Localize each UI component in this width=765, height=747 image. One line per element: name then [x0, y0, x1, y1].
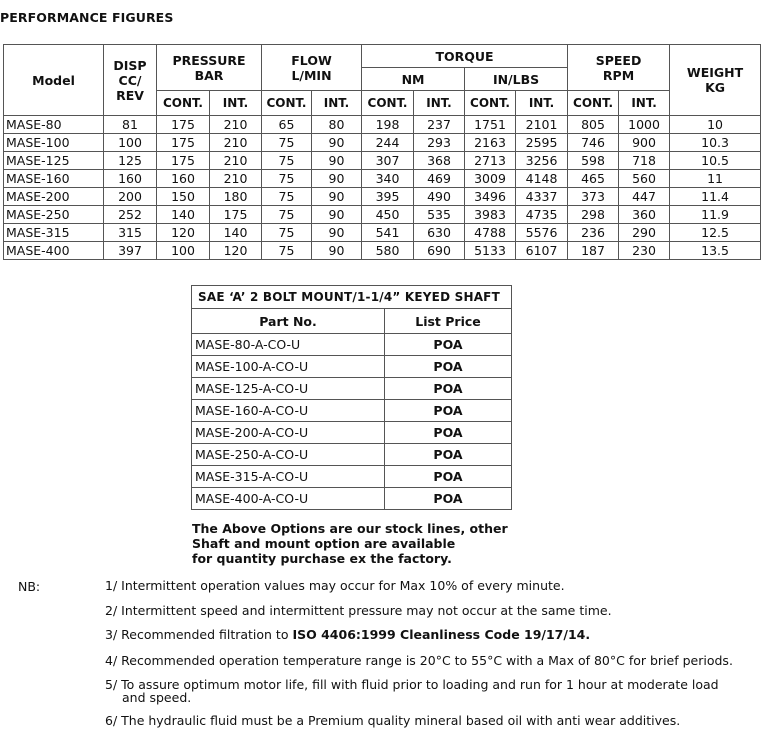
cell-s-cont: 746: [568, 134, 619, 152]
table-row: [192, 466, 512, 488]
table-row: [4, 206, 761, 224]
cell-nm-cont: 450: [362, 206, 414, 224]
cell-nm-cont: 198: [362, 116, 414, 134]
cell-in-cont: 4788: [465, 224, 516, 242]
header-flow-cont: CONT.: [262, 91, 312, 116]
cell-part-no: MASE-400-A-CO-U: [192, 488, 385, 510]
cell-in-int: 4735: [516, 206, 568, 224]
cell-s-cont: 373: [568, 188, 619, 206]
cell-disp: 125: [104, 152, 157, 170]
cell-f-cont: 75: [262, 134, 312, 152]
cell-p-int: 210: [210, 134, 262, 152]
cell-part-no: MASE-315-A-CO-U: [192, 466, 385, 488]
cell-in-cont: 3983: [465, 206, 516, 224]
cell-nm-cont: 541: [362, 224, 414, 242]
cell-list-price: POA: [385, 488, 512, 510]
cell-f-cont: 75: [262, 170, 312, 188]
cell-f-cont: 75: [262, 242, 312, 260]
table-row: [4, 170, 761, 188]
cell-f-cont: 75: [262, 224, 312, 242]
note-1: 1/ Intermittent operation values may occur for Max 10% of every minute.: [105, 578, 565, 593]
table-row: [192, 356, 512, 378]
cell-f-int: 90: [312, 242, 362, 260]
header-model: Model: [4, 45, 104, 116]
header-weight: WEIGHT KG: [670, 45, 761, 116]
cell-weight: 12.5: [670, 224, 761, 242]
cell-weight: 11.4: [670, 188, 761, 206]
cell-disp: 81: [104, 116, 157, 134]
note-2: 2/ Intermittent speed and intermittent pressure may not occur at the same time.: [105, 603, 612, 618]
cell-p-int: 120: [210, 242, 262, 260]
cell-part-no: MASE-160-A-CO-U: [192, 400, 385, 422]
cell-p-cont: 120: [157, 224, 210, 242]
cell-f-cont: 65: [262, 116, 312, 134]
cell-weight: 10: [670, 116, 761, 134]
cell-f-int: 90: [312, 152, 362, 170]
cell-in-int: 6107: [516, 242, 568, 260]
cell-f-cont: 75: [262, 206, 312, 224]
table-row: [192, 400, 512, 422]
cell-s-cont: 805: [568, 116, 619, 134]
parts-table-body: [192, 334, 512, 510]
cell-p-cont: 175: [157, 152, 210, 170]
cell-disp: 200: [104, 188, 157, 206]
cell-p-int: 210: [210, 170, 262, 188]
header-inlbs-cont: CONT.: [465, 91, 516, 116]
cell-part-no: MASE-80-A-CO-U: [192, 334, 385, 356]
note-6: 6/ The hydraulic fluid must be a Premium quality mineral based oil with anti wear additives.: [105, 713, 681, 728]
cell-s-int: 1000: [619, 116, 670, 134]
cell-part-no: MASE-125-A-CO-U: [192, 378, 385, 400]
cell-p-cont: 175: [157, 116, 210, 134]
header-part-no: Part No.: [192, 309, 385, 334]
cell-disp: 252: [104, 206, 157, 224]
cell-s-cont: 236: [568, 224, 619, 242]
header-torque: TORQUE: [362, 45, 568, 68]
cell-in-cont: 3009: [465, 170, 516, 188]
cell-nm-int: 535: [414, 206, 465, 224]
cell-weight: 10.3: [670, 134, 761, 152]
note-3: 3/ Recommended filtration to ISO 4406:1999 Cleanliness Code 19/17/14.: [105, 627, 591, 642]
cell-part-no: MASE-100-A-CO-U: [192, 356, 385, 378]
cell-p-int: 210: [210, 116, 262, 134]
table-row: [192, 444, 512, 466]
note-5: 5/ To assure optimum motor life, fill with fluid prior to loading and run for 1 hour at moderate load and speed.: [105, 677, 719, 705]
cell-s-int: 447: [619, 188, 670, 206]
cell-nm-int: 630: [414, 224, 465, 242]
cell-weight: 11: [670, 170, 761, 188]
cell-in-cont: 1751: [465, 116, 516, 134]
cell-s-cont: 187: [568, 242, 619, 260]
cell-list-price: POA: [385, 400, 512, 422]
cell-nm-int: 293: [414, 134, 465, 152]
cell-model: MASE-100: [4, 134, 104, 152]
cell-list-price: POA: [385, 422, 512, 444]
header-nm-int: INT.: [414, 91, 465, 116]
table-row: [4, 116, 761, 134]
cell-s-int: 560: [619, 170, 670, 188]
cell-nm-int: 469: [414, 170, 465, 188]
performance-table-body: [4, 116, 761, 260]
cell-model: MASE-315: [4, 224, 104, 242]
cell-weight: 11.9: [670, 206, 761, 224]
cell-disp: 397: [104, 242, 157, 260]
cell-p-cont: 150: [157, 188, 210, 206]
table-row: [4, 242, 761, 260]
cell-s-cont: 598: [568, 152, 619, 170]
table-row: [192, 378, 512, 400]
header-pressure-int: INT.: [210, 91, 262, 116]
cell-disp: 100: [104, 134, 157, 152]
cell-list-price: POA: [385, 444, 512, 466]
cell-in-int: 2101: [516, 116, 568, 134]
cell-s-int: 290: [619, 224, 670, 242]
cell-nm-cont: 395: [362, 188, 414, 206]
table-row: [192, 334, 512, 356]
cell-f-int: 90: [312, 206, 362, 224]
cell-nm-int: 368: [414, 152, 465, 170]
header-disp: DISP CC/ REV: [104, 45, 157, 116]
cell-s-cont: 298: [568, 206, 619, 224]
cell-model: MASE-125: [4, 152, 104, 170]
cell-list-price: POA: [385, 378, 512, 400]
cell-weight: 10.5: [670, 152, 761, 170]
cell-in-int: 2595: [516, 134, 568, 152]
header-nm-cont: CONT.: [362, 91, 414, 116]
header-speed-int: INT.: [619, 91, 670, 116]
cell-p-int: 175: [210, 206, 262, 224]
cell-s-int: 900: [619, 134, 670, 152]
cell-nm-int: 490: [414, 188, 465, 206]
cell-disp: 160: [104, 170, 157, 188]
cell-p-cont: 160: [157, 170, 210, 188]
cell-part-no: MASE-250-A-CO-U: [192, 444, 385, 466]
table-row: [4, 188, 761, 206]
cell-in-cont: 2713: [465, 152, 516, 170]
cell-nm-cont: 244: [362, 134, 414, 152]
table-row: [4, 152, 761, 170]
cell-f-int: 90: [312, 224, 362, 242]
cell-list-price: POA: [385, 466, 512, 488]
parts-table-caption: SAE ‘A’ 2 BOLT MOUNT/1-1/4” KEYED SHAFT: [192, 286, 512, 309]
page-title: PERFORMANCE FIGURES: [0, 10, 174, 25]
cell-p-cont: 100: [157, 242, 210, 260]
cell-nm-cont: 307: [362, 152, 414, 170]
cell-p-cont: 175: [157, 134, 210, 152]
cell-f-cont: 75: [262, 188, 312, 206]
header-pressure-cont: CONT.: [157, 91, 210, 116]
cell-s-int: 718: [619, 152, 670, 170]
cell-nm-int: 690: [414, 242, 465, 260]
header-flow: FLOW L/MIN: [262, 45, 362, 91]
table-row: [192, 488, 512, 510]
cell-s-int: 360: [619, 206, 670, 224]
performance-table: [3, 44, 761, 260]
cell-s-int: 230: [619, 242, 670, 260]
stock-lines-note: The Above Options are our stock lines, other Shaft and mount option are available for quantity purchase ex the factory.: [192, 521, 508, 566]
cell-weight: 13.5: [670, 242, 761, 260]
table-row: [4, 134, 761, 152]
cell-nm-cont: 340: [362, 170, 414, 188]
header-flow-int: INT.: [312, 91, 362, 116]
cell-nm-int: 237: [414, 116, 465, 134]
cell-in-int: 4148: [516, 170, 568, 188]
cell-model: MASE-200: [4, 188, 104, 206]
note-4: 4/ Recommended operation temperature range is 20°C to 55°C with a Max of 80°C for brief periods.: [105, 653, 733, 668]
cell-f-int: 90: [312, 134, 362, 152]
cell-model: MASE-400: [4, 242, 104, 260]
cell-f-int: 80: [312, 116, 362, 134]
cell-p-int: 180: [210, 188, 262, 206]
cell-p-int: 210: [210, 152, 262, 170]
header-inlbs-int: INT.: [516, 91, 568, 116]
table-row: [192, 422, 512, 444]
cell-part-no: MASE-200-A-CO-U: [192, 422, 385, 444]
cell-list-price: POA: [385, 356, 512, 378]
cell-p-int: 140: [210, 224, 262, 242]
cell-in-int: 3256: [516, 152, 568, 170]
cell-in-cont: 3496: [465, 188, 516, 206]
nb-label: NB:: [18, 579, 41, 594]
table-row: [4, 224, 761, 242]
cell-nm-cont: 580: [362, 242, 414, 260]
header-pressure: PRESSURE BAR: [157, 45, 262, 91]
cell-list-price: POA: [385, 334, 512, 356]
parts-table: [191, 285, 512, 510]
cell-f-int: 90: [312, 170, 362, 188]
cell-f-cont: 75: [262, 152, 312, 170]
cell-model: MASE-160: [4, 170, 104, 188]
header-list-price: List Price: [385, 309, 512, 334]
header-torque-inlbs: IN/LBS: [465, 68, 568, 91]
cell-in-int: 5576: [516, 224, 568, 242]
cell-model: MASE-80: [4, 116, 104, 134]
cell-in-int: 4337: [516, 188, 568, 206]
cell-model: MASE-250: [4, 206, 104, 224]
cell-p-cont: 140: [157, 206, 210, 224]
cell-f-int: 90: [312, 188, 362, 206]
cell-in-cont: 5133: [465, 242, 516, 260]
cell-s-cont: 465: [568, 170, 619, 188]
header-speed-cont: CONT.: [568, 91, 619, 116]
cell-disp: 315: [104, 224, 157, 242]
header-torque-nm: NM: [362, 68, 465, 91]
header-speed: SPEED RPM: [568, 45, 670, 91]
cell-in-cont: 2163: [465, 134, 516, 152]
